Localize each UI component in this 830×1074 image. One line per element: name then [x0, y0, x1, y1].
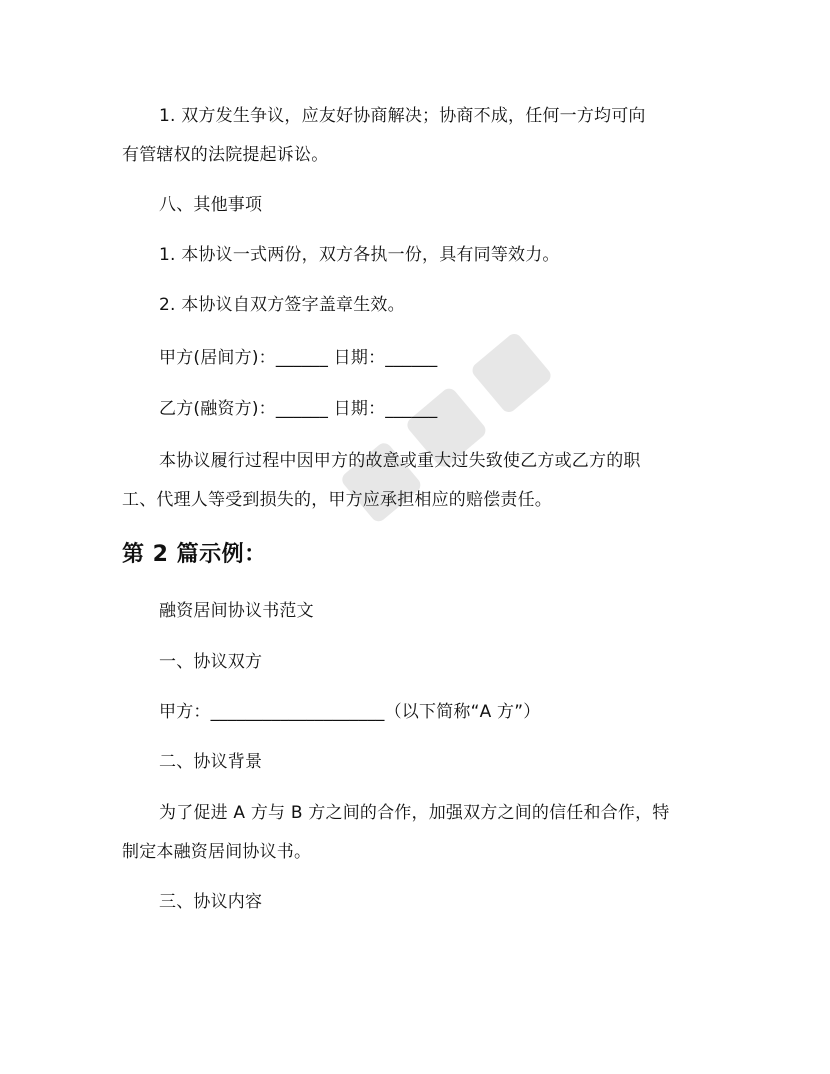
section-title-background: 二、协议背景	[159, 752, 263, 772]
clause-copies: 1. 本协议一式两份，双方各执一份，具有同等效力。	[159, 245, 560, 265]
signature-line-party-a: 甲方(居间方)：______ 日期：______	[159, 348, 438, 368]
paragraph-liability-line-2: 工、代理人等受到损失的，甲方应承担相应的赔偿责任。	[122, 490, 552, 510]
paragraph-dispute-line-2: 有管辖权的法院提起诉讼。	[122, 145, 329, 165]
clause-effective: 2. 本协议自双方签字盖章生效。	[159, 295, 405, 315]
section-title-other-matters: 八、其他事项	[159, 195, 263, 215]
signature-line-party-b: 乙方(融资方)：______ 日期：______	[159, 399, 438, 419]
party-a-line: 甲方：____________________（以下简称“A 方”）	[159, 702, 541, 722]
paragraph-dispute-line-1: 1. 双方发生争议，应友好协商解决；协商不成，任何一方均可向	[159, 106, 646, 126]
paragraph-background-line-1: 为了促进 A 方与 B 方之间的合作，加强双方之间的信任和合作，特	[159, 803, 670, 823]
section-title-content: 三、协议内容	[159, 892, 263, 912]
document-title: 融资居间协议书范文	[159, 601, 314, 621]
paragraph-liability-line-1: 本协议履行过程中因甲方的故意或重大过失致使乙方或乙方的职	[159, 451, 641, 471]
section-title-parties: 一、协议双方	[159, 652, 263, 672]
section-heading-example-2: 第 2 篇示例：	[122, 542, 267, 567]
paragraph-background-line-2: 制定本融资居间协议书。	[122, 842, 312, 862]
